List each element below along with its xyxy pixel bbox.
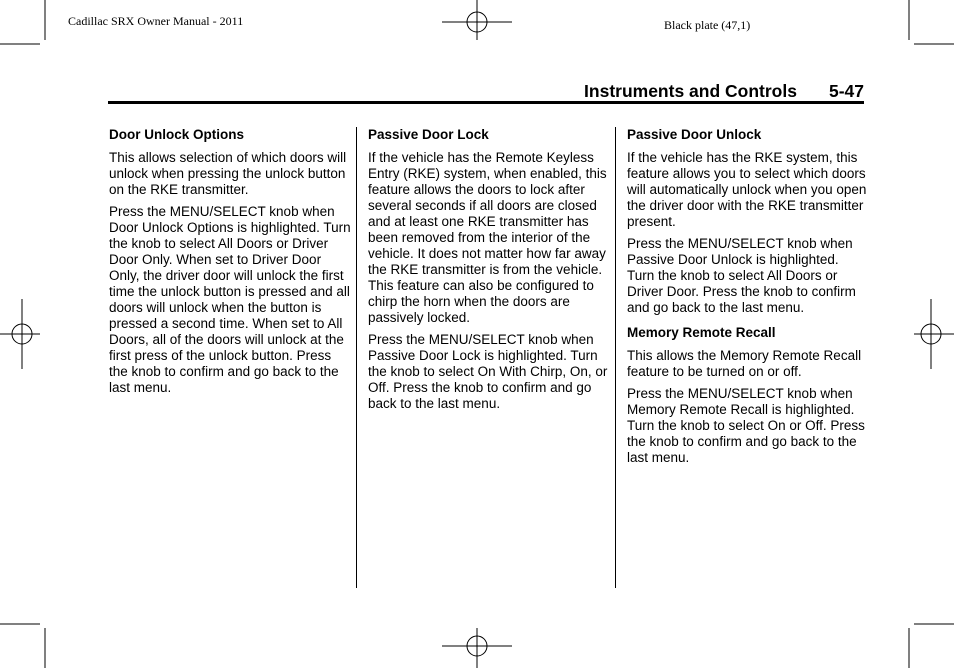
section-title: Instruments and Controls <box>584 81 797 101</box>
body-paragraph: This allows the Memory Remote Recall feature to be turned on or off. <box>627 348 862 379</box>
section-heading: Memory Remote Recall <box>627 325 776 340</box>
body-paragraph: Press the MENU/SELECT knob when Door Unlock Options is highlighted. Turn the knob to select All Doors or Driver Door Only. When set to Driver Door Only, the driver door will unlock the first time the unlock button is pressed and all doors will unlock when the button is pressed a second time. When set to All Doors, all of the doors will unlock at the first press of the unlock button. Press the knob to confirm and go back to the last menu. <box>109 204 351 395</box>
document-title: Cadillac SRX Owner Manual - 2011 <box>68 14 244 28</box>
registration-target-left <box>0 299 40 369</box>
body-paragraph: If the vehicle has the Remote Keyless Entry (RKE) system, when enabled, this feature allows the doors to lock after several seconds if all doors are closed and at least one RKE transmitter has been removed from the interior of the vehicle. It does not matter how far away the RKE transmitter is from the vehicle. This feature can also be configured to chirp the horn when the doors are passively locked. <box>368 150 607 325</box>
column-divider <box>615 127 616 588</box>
section-heading: Door Unlock Options <box>109 127 244 142</box>
page-number: 5-47 <box>828 81 864 101</box>
body-paragraph: Press the MENU/SELECT knob when Memory Remote Recall is highlighted. Turn the knob to select On or Off. Press the knob to confirm and go back to the last menu. <box>627 386 865 465</box>
registration-target-bottom <box>442 628 512 668</box>
registration-target-top <box>442 0 512 40</box>
registration-target-right <box>914 299 954 369</box>
running-header <box>108 80 864 102</box>
body-paragraph: This allows selection of which doors will unlock when pressing the unlock button on the RKE transmitter. <box>109 150 347 197</box>
header-rule <box>108 101 864 104</box>
column-2 <box>368 127 610 418</box>
section-heading: Passive Door Lock <box>368 127 489 142</box>
body-paragraph: Press the MENU/SELECT knob when Passive Door Lock is highlighted. Turn the knob to select On With Chirp, On, or Off. Press the knob to confirm and go back to the last menu. <box>368 332 608 411</box>
section-heading: Passive Door Unlock <box>627 127 762 142</box>
body-paragraph: Press the MENU/SELECT knob when Passive Door Unlock is highlighted. Turn the knob to select All Doors or Driver Door. Press the knob to confirm and go back to the last menu. <box>627 236 856 315</box>
plate-label: Black plate (47,1) <box>664 18 751 32</box>
column-1 <box>109 127 351 402</box>
column-3 <box>627 127 869 472</box>
header-title <box>584 80 864 102</box>
column-divider <box>356 127 357 588</box>
body-paragraph: If the vehicle has the RKE system, this feature allows you to select which doors will automatically unlock when you open the driver door with the RKE transmitter present. <box>627 150 867 229</box>
